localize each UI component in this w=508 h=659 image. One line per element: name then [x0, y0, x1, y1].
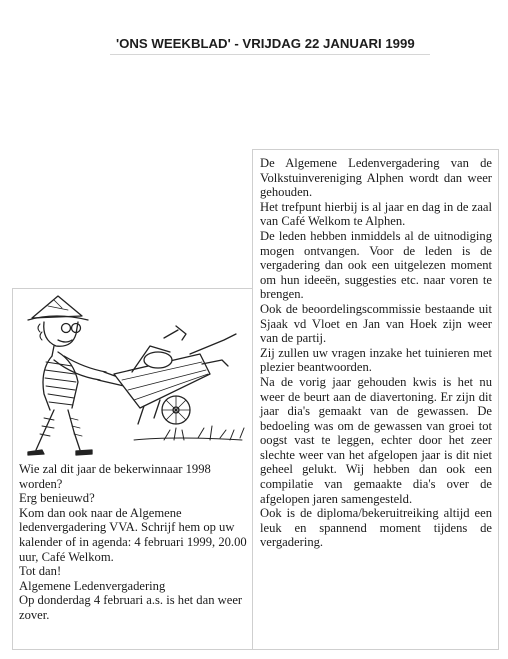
- paragraph: Na de vorig jaar gehouden kwis is het nu weer de beurt aan de diavertoning. Er zijn dit jaar dia's gemaakt van de gewassen. De bedoeling was om de gewassen van groei tot oogst vast te leggen, echter door het zeer slechte weer van het afgelopen jaar is dit niet geheel gelukt. Wij hebben dan ook een compilatie van gemaakte dia's over de afgelopen jaren samengesteld.: [260, 374, 492, 506]
- paragraph: Op donderdag 4 februari a.s. is het dan weer zover.: [19, 593, 243, 622]
- paragraph: Ook is de diploma/bekeruitreiking altijd een leuk en spannend moment tijdens de vergadering.: [260, 506, 492, 550]
- gardener-wheelbarrow-illustration: [14, 290, 246, 458]
- paragraph: De leden hebben inmiddels al de uitnodiging mogen ontvangen. Voor de leden is de vergadering dan ook een uitgelezen moment om hun ideeën, suggesties etc. naar voren te brengen.: [260, 228, 492, 302]
- paragraph: Het trefpunt hierbij is al jaar en dag in de zaal van Café Welkom te Alphen.: [260, 199, 492, 229]
- paragraph: Wie zal dit jaar de bekerwinnaar 1998 worden?: [19, 462, 211, 491]
- paragraph: Zij zullen uw vragen inzake het tuinieren met plezier beantwoorden.: [260, 345, 492, 375]
- paragraph: De Algemene Ledenvergadering van de Volkstuinvereniging Alphen wordt dan weer gehouden.: [260, 156, 492, 200]
- right-article-text: [260, 156, 492, 550]
- paragraph: Erg benieuwd?: [19, 491, 95, 506]
- paragraph: Ook de beoordelingscommissie bestaande uit Sjaak vd Vloet en Jan van Hoek zijn weer van de partij.: [260, 301, 492, 346]
- paragraph: Tot dan!: [19, 564, 62, 579]
- newspaper-header: 'ONS WEEKBLAD' - VRIJDAG 22 JANUARI 1999: [116, 36, 415, 51]
- subheading: Algemene Ledenvergadering: [19, 578, 166, 593]
- header-divider: [110, 54, 430, 55]
- left-article-text: [19, 462, 247, 623]
- paragraph: Kom dan ook naar de Algemene ledenvergadering VVA. Schrijf hem op uw kalender of in agenda: 4 februari 1999, 20.00 uur, Café Welkom.: [19, 505, 247, 564]
